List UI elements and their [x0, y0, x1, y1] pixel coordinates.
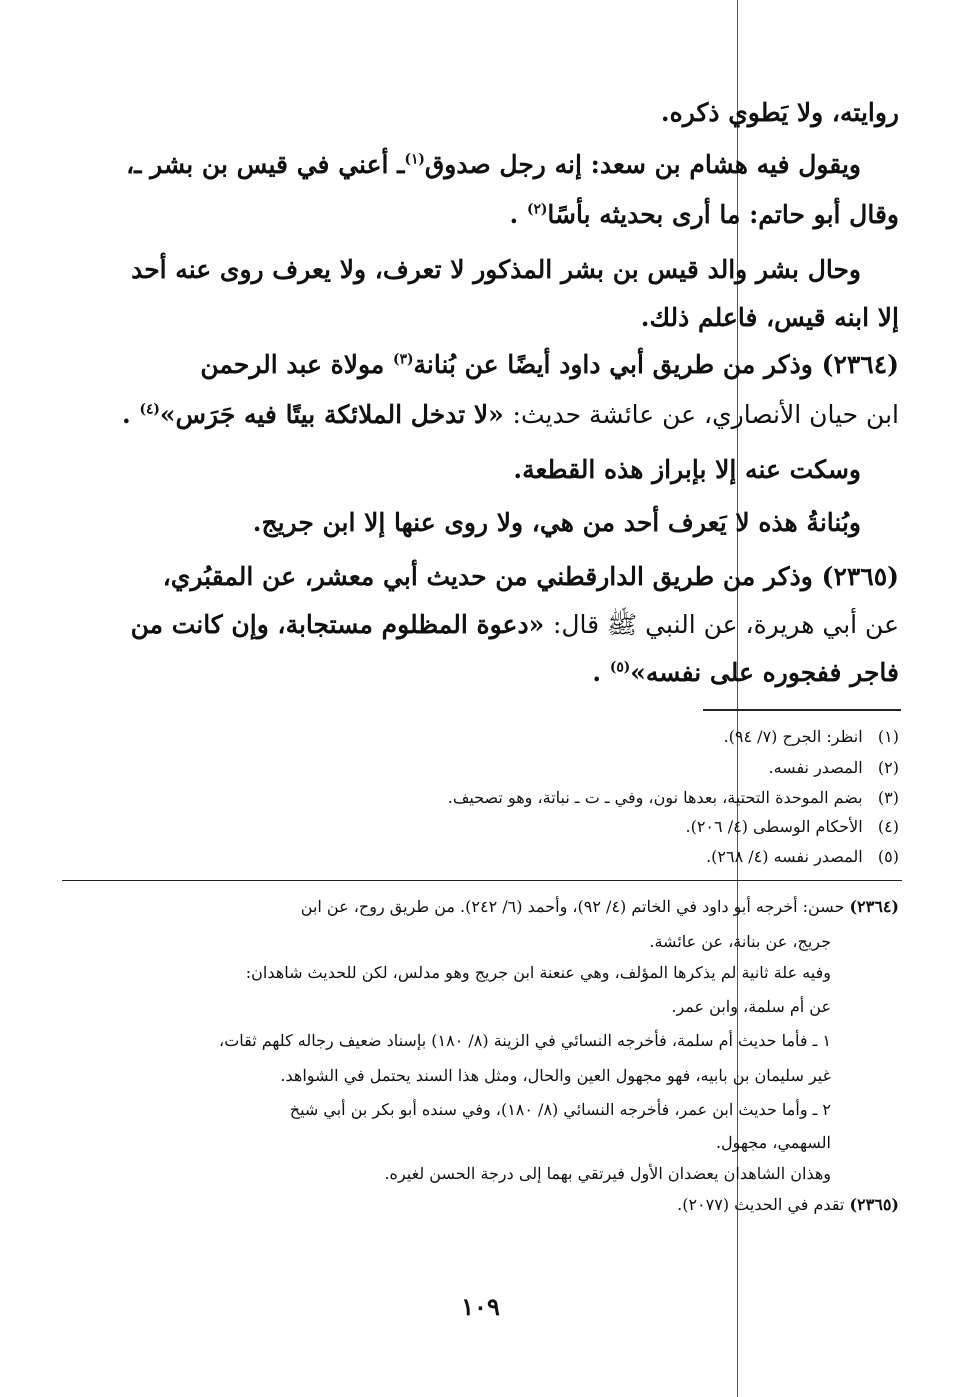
hadith-text-2365: «دعوة المظلوم مستجابة، وإن كانت من [130, 610, 545, 639]
takhrij-line-10: (٢٣٦٥) تقدم في الحديث (٢٠٧٧). [677, 1195, 899, 1214]
takhrij-line-9: وهذان الشاهدان يعضدان الأول فيرتقي بهما إلى درجة الحسن لغيره. [384, 1164, 831, 1183]
main-line-10: (٢٣٦٥) وذكر من طريق الدارقطني من حديث أبي معشر، عن المقبُري، [162, 562, 899, 591]
footnote-ref-4[interactable]: (٤) [139, 401, 160, 418]
takhrij-line-2: جريج، عن بنانة، عن عائشة. [649, 932, 831, 951]
takhrij-line-7: ٢ ـ وأما حديث ابن عمر، فأخرجه النسائي (٨/ ١٨٠)، وفي سنده أبو بكر بن أبي شيخ [289, 1100, 831, 1119]
footnote-1: (١) انظر: الجرح (٧/ ٩٤). [723, 727, 899, 746]
takhrij-divider [62, 880, 902, 881]
main-line-2: ويقول فيه هشام بن سعد: إنه رجل صدوق$^{(١)}$ـ أعني في قيس بن بشر ـ، [126, 150, 861, 179]
takhrij-line-5: ١ ـ فأما حديث أم سلمة، فأخرجه النسائي في الزينة (٨/ ١٨٠) بإسناد ضعيف رجاله كلهم ثقات، [219, 1031, 831, 1050]
takhrij-line-1: (٢٣٦٤) حسن: أخرجه أبو داود في الخاتم (٤/ ٩٢)، وأحمد (٦/ ٢٤٢). من طريق روح، عن ابن [300, 897, 899, 916]
hadith-number-2364: (٢٣٦٤) [821, 350, 899, 379]
footnote-ref-5[interactable]: (٥) [609, 659, 631, 676]
footnote-3: (٣) بضم الموحدة التحتية، بعدها نون، وفي ـ ت ـ نباتة، وهو تصحيف. [447, 788, 899, 807]
main-line-5: إلا ابنه قيس، فاعلم ذلك. [640, 303, 899, 332]
footnote-ref-3[interactable]: (٣) [393, 351, 414, 368]
main-line-6: (٢٣٦٤) وذكر من طريق أبي داود أيضًا عن بُنانة$^{(٣)}$ مولاة عبد الرحمن [200, 350, 899, 379]
main-line-9: وبُنانةُ هذه لا يَعرف أحد من هي، ولا روى عنها إلا ابن جريج. [252, 508, 861, 537]
hadith-number-2365: (٢٣٦٥) [821, 562, 899, 591]
main-line-4: وحال بشر والد قيس بن بشر المذكور لا تعرف، ولا يعرف روى عنه أحد [131, 255, 861, 284]
takhrij-line-4: عن أم سلمة، وابن عمر. [671, 997, 831, 1016]
takhrij-line-6: غير سليمان بن بابيه، فهو مجهول العين والحال، ومثل هذا السند يحتمل في الشواهد. [280, 1066, 831, 1085]
main-line-1: روايته، ولا يَطوي ذكره. [660, 98, 899, 127]
footnote-divider [703, 709, 901, 711]
main-line-7: ابن حيان الأنصاري، عن عائشة حديث: «لا تدخل الملائكة بيتًا فيه جَرَس»$^{(٤)}$ . [122, 400, 899, 429]
takhrij-line-8: السهمي، مجهول. [715, 1133, 831, 1152]
footnote-4: (٤) الأحكام الوسطى (٤/ ٢٠٦). [685, 817, 899, 836]
takhrij-number-2364: (٢٣٦٤) [849, 897, 899, 916]
footnote-2: (٢) المصدر نفسه. [768, 758, 899, 777]
main-line-11: عن أبي هريرة، عن النبي ﷺ قال: «دعوة المظلوم مستجابة، وإن كانت من [130, 610, 899, 639]
main-line-12: فاجر ففجوره على نفسه»$^{(٥)}$ . [592, 658, 899, 687]
main-line-8: وسكت عنه إلا بإبراز هذه القطعة. [513, 455, 861, 484]
footnote-ref-2[interactable]: (٢) [526, 201, 548, 218]
main-line-3: وقال أبو حاتم: ما أرى بحديثه بأسًا$^{(٢)}$ . [509, 200, 899, 229]
footnote-ref-1[interactable]: (١) [404, 151, 425, 168]
footnote-5: (٥) المصدر نفسه (٤/ ٢٦٨). [706, 847, 899, 866]
takhrij-number-2365: (٢٣٦٥) [849, 1195, 899, 1214]
hadith-text-2364: «لا تدخل الملائكة بيتًا فيه جَرَس» [159, 400, 504, 429]
page-number: ١٠٩ [461, 1292, 500, 1321]
takhrij-line-3: وفيه علة ثانية لم يذكرها المؤلف، وهي عنعنة ابن جريج وهو مدلس، لكن للحديث شاهدان: [245, 963, 831, 982]
